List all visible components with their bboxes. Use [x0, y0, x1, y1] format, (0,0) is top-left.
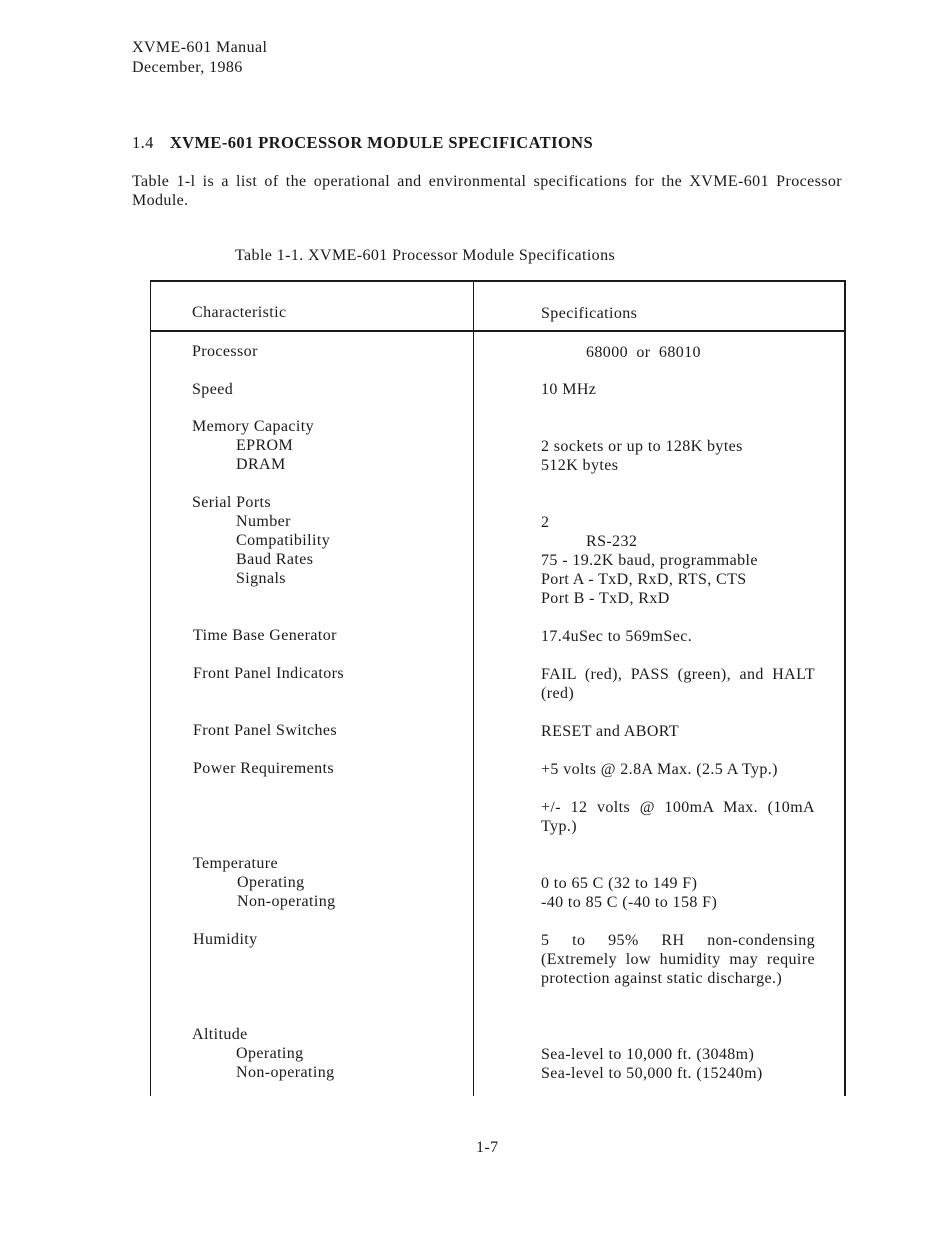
row-sublabel-alt-operating: Operating [236, 1045, 304, 1062]
section-title: XVME-601 PROCESSOR MODULE SPECIFICATIONS [169, 133, 594, 152]
row-label-switches: Front Panel Switches [193, 722, 337, 739]
row-spec-number: 2 [541, 514, 550, 531]
manual-date: December, 1986 [132, 59, 243, 76]
row-spec-eprom: 2 sockets or up to 128K bytes [541, 438, 743, 455]
row-sublabel-signals: Signals [236, 570, 286, 587]
header-characteristic: Characteristic [192, 304, 287, 321]
row-spec-speed: 10 MHz [541, 381, 597, 398]
row-spec-signals-b: Port B - TxD, RxD [541, 590, 670, 607]
row-spec-temp-nonoperating: -40 to 85 C (-40 to 158 F) [541, 894, 718, 911]
row-label-processor: Processor [192, 343, 258, 360]
row-label-humidity: Humidity [193, 931, 258, 948]
table-top-border [150, 280, 846, 282]
row-spec-processor: 68000 or 68010 [586, 344, 701, 361]
row-spec-power-5v: +5 volts @ 2.8A Max. (2.5 A Typ.) [541, 761, 778, 778]
section-number: 1.4 [132, 133, 154, 152]
row-sublabel-compat: Compatibility [236, 532, 331, 549]
row-label-timebase: Time Base Generator [193, 627, 337, 644]
row-spec-temp-operating: 0 to 65 C (32 to 149 F) [541, 875, 698, 892]
row-label-temperature: Temperature [193, 855, 279, 872]
row-spec-compat: RS-232 [586, 533, 638, 550]
row-label-power: Power Requirements [193, 760, 334, 777]
row-sublabel-baud: Baud Rates [236, 551, 314, 568]
page-number: 1-7 [476, 1139, 499, 1156]
row-sublabel-dram: DRAM [236, 456, 286, 473]
table-column-divider [473, 280, 474, 1096]
table-header-divider [150, 330, 846, 332]
document-header [132, 38, 267, 78]
row-spec-switches: RESET and ABORT [541, 723, 680, 740]
intro-paragraph: Table 1-l is a list of the operational and environmental specifications for the XVME-601 Processor Module. [132, 173, 842, 209]
row-label-memory: Memory Capacity [192, 418, 314, 435]
table-right-border [844, 280, 846, 1096]
row-sublabel-temp-nonoperating: Non-operating [237, 893, 336, 910]
row-spec-timebase: 17.4uSec to 569mSec. [541, 628, 693, 645]
header-specifications: Specifications [541, 305, 638, 322]
row-spec-humidity: 5 to 95% RH non-condensing (Extremely low humidity may require protection against static discharge.) [541, 932, 815, 987]
row-label-serial: Serial Ports [192, 494, 272, 511]
section-heading [132, 133, 593, 153]
row-label-speed: Speed [192, 381, 234, 398]
row-spec-dram: 512K bytes [541, 457, 619, 474]
row-spec-baud: 75 - 19.2K baud, programmable [541, 552, 758, 569]
row-spec-alt-nonoperating: Sea-level to 50,000 ft. (15240m) [541, 1065, 763, 1082]
row-sublabel-temp-operating: Operating [237, 874, 305, 891]
row-sublabel-eprom: EPROM [236, 437, 294, 454]
row-spec-indicators: FAIL (red), PASS (green), and HALT (red) [541, 666, 815, 702]
table-caption: Table 1-1. XVME-601 Processor Module Specifications [235, 247, 616, 264]
row-label-altitude: Altitude [192, 1026, 248, 1043]
row-spec-signals-a: Port A - TxD, RxD, RTS, CTS [541, 571, 747, 588]
row-spec-alt-operating: Sea-level to 10,000 ft. (3048m) [541, 1046, 755, 1063]
row-spec-power-12v: +/- 12 volts @ 100mA Max. (10mA Typ.) [541, 799, 815, 835]
manual-title: XVME-601 Manual [132, 39, 268, 56]
row-label-indicators: Front Panel Indicators [193, 665, 344, 682]
row-sublabel-alt-nonoperating: Non-operating [236, 1064, 335, 1081]
row-sublabel-number: Number [236, 513, 291, 530]
table-left-border [150, 280, 151, 1096]
